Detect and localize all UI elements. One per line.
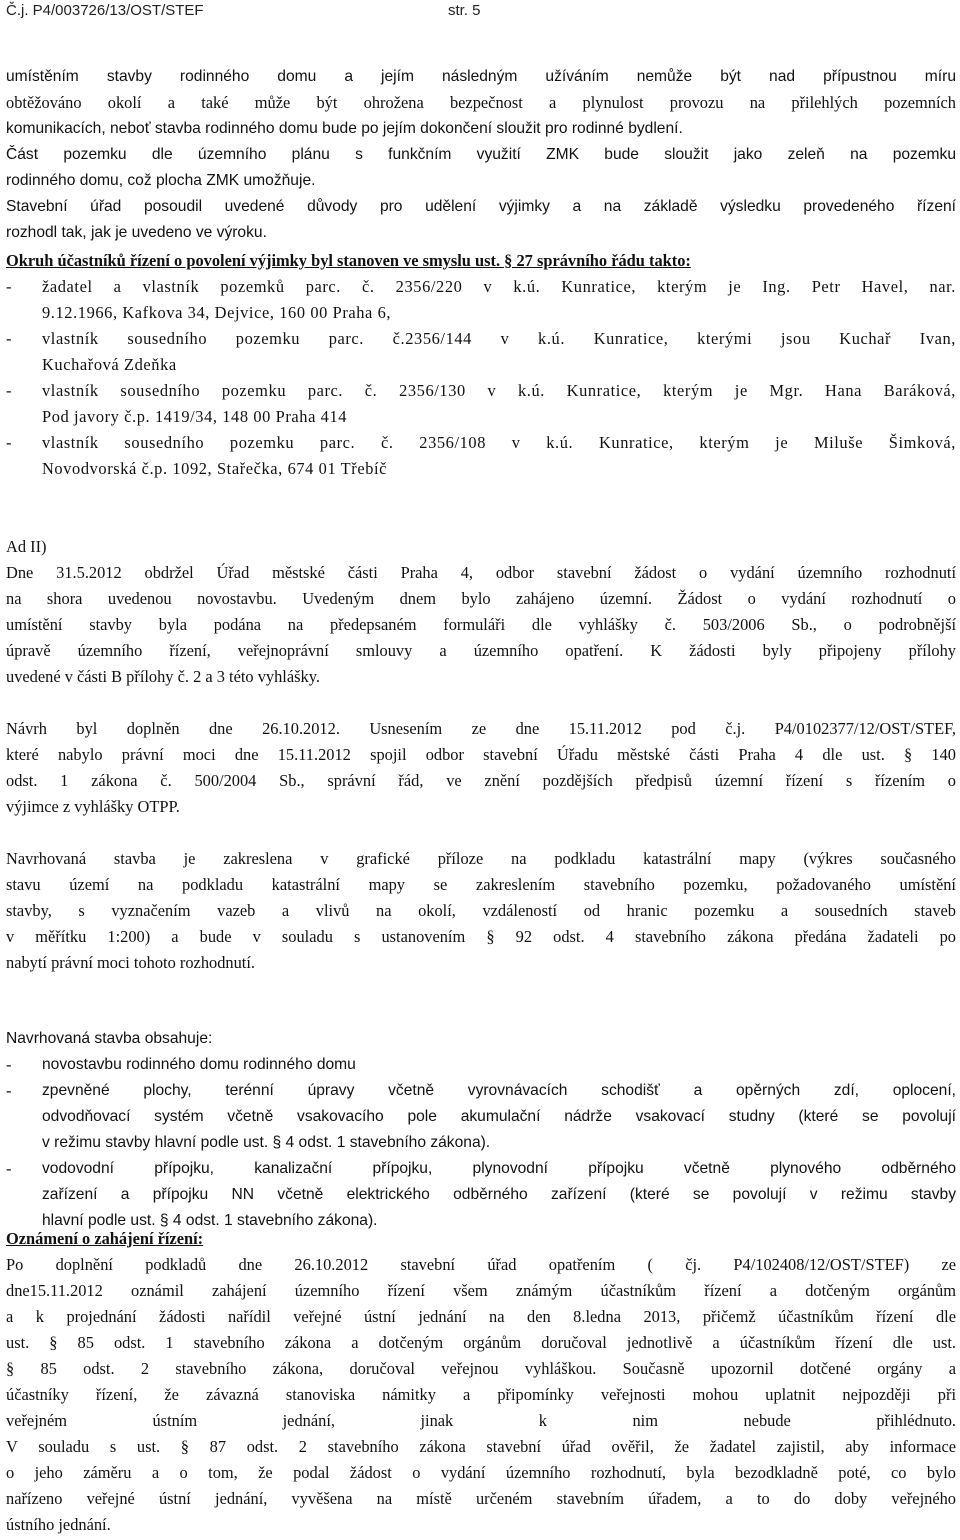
contents-intro: Navrhovaná stavba obsahuje:: [6, 1030, 213, 1047]
text-line: o jeho záměru a o tom, že podal žádost o vydání územního rozhodnutí, byla bezodkladně poté, co bylo: [6, 1463, 956, 1482]
list-item-line: žadatel a vlastník pozemků parc. č. 2356/220 v k.ú. Kunratice, kterým je Ing. Petr Havel, nar.: [42, 277, 956, 296]
text-line: veřejném ústním jednání, jinak k nim nebude přihlédnuto.: [6, 1411, 956, 1430]
text-line: ústního jednání.: [6, 1515, 111, 1534]
list-item-line: odvodňovací systém včetně vsakovacího pole akumulační nádrže vsakovací studny (které se povolují: [42, 1108, 956, 1125]
contents-list: [6, 1052, 956, 1234]
list-item-line: vlastník sousedního pozemku parc. č. 2356/108 v k.ú. Kunratice, kterým je Miluše Šimková,: [42, 433, 956, 452]
list-dash: -: [6, 1081, 12, 1100]
notice-paragraph: [6, 1252, 956, 1538]
text-line: rozhodl tak, jak je uvedeno ve výroku.: [6, 224, 267, 241]
list-item-text: [42, 430, 956, 482]
list-item-text: [42, 378, 956, 430]
ad-ii-section: [6, 534, 956, 976]
text-line: úpravě územního řízení, veřejnoprávní smlouvy a územního opatření. K žádosti byly připojeny přílohy: [6, 641, 956, 660]
list-item-text: [42, 1078, 956, 1156]
list-item-line: vodovodní přípojku, kanalizační přípojku, plynovodní přípojku včetně plynového odběrného: [42, 1160, 956, 1177]
list-item-line: hlavní podle ust. § 4 odst. 1 stavebního zákona).: [42, 1212, 378, 1229]
list-dash: -: [6, 433, 12, 452]
list-item-line: vlastník sousedního pozemku parc. č.2356/144 v k.ú. Kunratice, kterými jsou Kuchař Ivan,: [42, 329, 956, 348]
list-dash: -: [6, 277, 12, 296]
reference-number: Č.j. P4/003726/13/OST/STEF: [6, 2, 204, 19]
paragraph-drawing: [6, 846, 956, 976]
list-item-text: [42, 1052, 956, 1078]
text-line: nabytí právní moci tohoto rozhodnutí.: [6, 953, 256, 972]
text-line: Dne 31.5.2012 obdržel Úřad městské části Praha 4, odbor stavební žádost o vydání územního rozhodnutí: [6, 563, 956, 582]
text-line: Stavební úřad posoudil uvedené důvody pro udělení výjimky a na základě výsledku provedeného řízení: [6, 198, 956, 215]
list-item-line: v režimu stavby hlavní podle ust. § 4 odst. 1 stavebního zákona).: [42, 1134, 491, 1151]
text-line: které nabylo právní moci dne 15.11.2012 spojil odbor stavební Úřadu městské části Praha 4 dle ust. § 140: [6, 745, 956, 764]
page-header: [6, 2, 481, 19]
text-line: dne15.11.2012 oznámil zahájení územního řízení všem známým účastníkům řízení a dotčeným orgánům: [6, 1281, 956, 1300]
list-item-line: 9.12.1966, Kafkova 34, Dejvice, 160 00 Praha 6,: [42, 303, 392, 322]
text-line: na shora uvedenou novostavbu. Uvedeným dnem bylo zahájeno územní. Žádost o vydání rozhodnutí o: [6, 589, 956, 608]
list-item-text: [42, 326, 956, 378]
text-line: a k projednání žádosti nařídil veřejné ústní jednání na den 8.ledna 2013, přičemž účastníkům řízení dle: [6, 1307, 956, 1326]
notice-section: [6, 1226, 956, 1538]
text-line: Po doplnění podkladů dne 26.10.2012 stavební úřad opatřením ( čj. P4/102408/12/OST/STEF) ze: [6, 1255, 956, 1274]
text-line: ust. § 85 odst. 1 stavebního zákona a dotčeným orgánům doručoval jednotlivě a účastníkům řízení dle ust.: [6, 1333, 956, 1352]
paragraph-merger: [6, 716, 956, 820]
text-line: umístěním stavby rodinného domu a jejím následným užíváním nemůže být nad přípustnou míru: [6, 68, 956, 85]
text-line: odst. 1 zákona č. 500/2004 Sb., správní řád, ve znění pozdějších předpisů územní řízení s řízením o: [6, 771, 956, 790]
participants-list: [6, 274, 956, 482]
list-item: [6, 430, 956, 482]
text-line: nařízeno veřejné ústní jednání, vyvěšena na místě určeném stavebním úřadem, a to do doby veřejného: [6, 1489, 956, 1508]
list-item-text: [42, 1156, 956, 1234]
list-item: [6, 274, 956, 326]
text-line: výjimce z vyhlášky OTPP.: [6, 797, 180, 816]
text-line: V souladu s ust. § 87 odst. 2 stavebního zákona stavební úřad ověřil, že žadatel zajistil, aby informace: [6, 1437, 956, 1456]
text-line: uvedené v části B přílohy č. 2 a 3 této vyhlášky.: [6, 667, 320, 686]
list-item-line: vlastník sousedního pozemku parc. č. 2356/130 v k.ú. Kunratice, kterým je Mgr. Hana Baráková,: [42, 381, 956, 400]
list-item-line: Pod javory č.p. 1419/34, 148 00 Praha 414: [42, 407, 348, 426]
list-dash: -: [6, 329, 12, 348]
text-line: rodinného domu, což plocha ZMK umožňuje.: [6, 172, 316, 189]
text-line: obtěžováno okolí a také může být ohrožena bezpečnost a plynulost provozu na přilehlých pozemních: [6, 93, 956, 112]
text-line: Část pozemku dle územního plánu s funkčním využití ZMK bude sloužit jako zeleň na pozemku: [6, 146, 956, 163]
list-item-line: zpevněné plochy, terénní úpravy včetně vyrovnávacích schodišť a opěrných zdí, oplocení,: [42, 1082, 956, 1099]
contents-section: [6, 1026, 956, 1234]
text-line: Návrh byl doplněn dne 26.10.2012. Usnesením ze dne 15.11.2012 pod č.j. P4/0102377/12/OST/STEF,: [6, 719, 956, 738]
list-item-text: [42, 274, 956, 326]
paragraph-application: [6, 560, 956, 690]
list-item-line: Novodvorská č.p. 1092, Stařečka, 674 01 Třebíč: [42, 459, 388, 478]
text-line: komunikacích, neboť stavba rodinného domu bude po jejím dokončení sloužit pro rodinné bydlení.: [6, 120, 683, 137]
list-item-line: Kuchařová Zdeňka: [42, 355, 177, 374]
text-line: Navrhovaná stavba je zakreslena v grafické příloze na podkladu katastrální mapy (výkres současného: [6, 849, 956, 868]
notice-heading: Oznámení o zahájení řízení:: [6, 1229, 204, 1248]
page-number: str. 5: [448, 2, 481, 19]
list-item: [6, 378, 956, 430]
text-line: umístění stavby byla podána na předepsaném formuláři dle vyhlášky č. 503/2006 Sb., o podrobnější: [6, 615, 956, 634]
text-line: v měřítku 1:200) a bude v souladu s ustanovením § 92 odst. 4 stavebního zákona předána žadateli po: [6, 927, 956, 946]
list-dash: -: [6, 381, 12, 400]
list-dash: -: [6, 1159, 12, 1178]
list-item-line: novostavbu rodinného domu rodinného domu: [42, 1056, 356, 1073]
text-line: stavu území na podkladu katastrální mapy se zakreslením stavebního pozemku, požadovaného umístění: [6, 875, 956, 894]
list-item: [6, 1052, 956, 1078]
participants-heading: Okruh účastníků řízení o povolení výjimky byl stanoven ve smyslu ust. § 27 správního řádu takto:: [6, 251, 691, 270]
paragraph-justification: [6, 64, 956, 246]
list-dash: -: [6, 1055, 12, 1074]
list-item: [6, 1078, 956, 1156]
participants-section: [6, 248, 956, 482]
list-item-line: zařízení a přípojku NN včetně elektrického odběrného zařízení (které se povolují v režimu stavby: [42, 1186, 956, 1203]
text-line: § 85 odst. 2 stavebního zákona, doručoval veřejnou vyhláškou. Současně upozornil dotčené orgány a: [6, 1359, 956, 1378]
section-label: Ad II): [6, 537, 47, 556]
text-line: stavby, s vyznačením vazeb a vlivů na okolí, vzdáleností od hranic pozemku a sousedních staveb: [6, 901, 956, 920]
text-line: účastníky řízení, že závazná stanoviska námitky a připomínky veřejnosti mohou uplatnit nejpozději při: [6, 1385, 956, 1404]
list-item: [6, 326, 956, 378]
list-item: [6, 1156, 956, 1234]
